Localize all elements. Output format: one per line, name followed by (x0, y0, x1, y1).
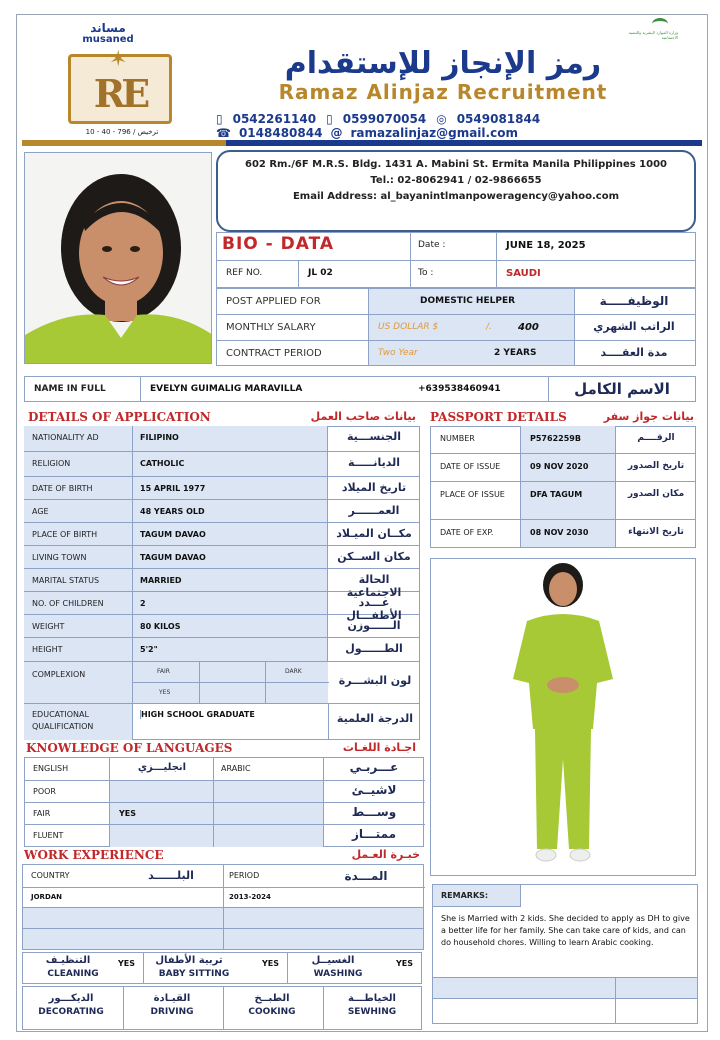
full-body-photo (431, 559, 695, 875)
portrait-photo (25, 153, 212, 364)
cell (223, 887, 224, 907)
detail-row (24, 638, 420, 662)
period-label: PERIOD (229, 871, 260, 880)
divider (548, 376, 549, 402)
detail-row (24, 615, 420, 638)
work-period: 2013-2024 (229, 893, 271, 901)
musaned-arabic: مساند (90, 21, 126, 35)
agency-tel: Tel.: 02-8062941 / 02-9866655 (370, 175, 542, 186)
remarks-box (432, 884, 698, 1024)
remarks-label: REMARKS: (441, 891, 489, 900)
name-label: NAME IN FULL (34, 384, 106, 394)
skill-arabic: تربية الأطفال (155, 955, 223, 966)
detail-row (24, 546, 420, 569)
detail-row (24, 592, 420, 622)
divider (574, 288, 575, 366)
date-value: JUNE 18, 2025 (506, 240, 586, 251)
detail-row (24, 523, 420, 546)
detail-label: MARITAL STATUS (32, 576, 100, 585)
passport-row (430, 426, 696, 454)
detail-label: PLACE OF BIRTH (32, 530, 98, 539)
musaned-logo (58, 22, 158, 46)
languages-title-arabic: اجـادة اللغـات (342, 741, 416, 754)
detail-value: 48 YEARS OLD (140, 507, 205, 516)
complexion-mark: YES (159, 689, 171, 696)
detail-label: HEIGHT (32, 645, 63, 654)
detail-arabic: عـــدد الأطفـــال (346, 596, 402, 622)
skill-arabic: الديكـــور (48, 993, 94, 1004)
post-arabic: الوظيفـــــة (599, 294, 669, 308)
detail-arabic: تاريخ الميلاد (341, 481, 407, 494)
skill-cell (123, 987, 223, 1029)
agency-address-box (216, 150, 696, 232)
date-label: Date : (418, 240, 446, 250)
detail-arabic: الحالة الاجتماعية (346, 573, 402, 599)
detail-value: 5'2" (140, 645, 158, 654)
detail-label: NO. OF CHILDREN (32, 599, 104, 608)
complexion-dark: DARK (285, 668, 302, 675)
agency-email: ramazalinjaz@gmail.com (350, 126, 518, 140)
passport-row (430, 520, 696, 548)
contract-label: CONTRACT PERIOD (226, 348, 322, 359)
agency-email-line: Email Address: al_bayanintlmanpoweragency@yahoo.com (292, 191, 620, 202)
detail-value: 80 KILOS (140, 622, 181, 631)
agency-name-arabic: رمز الإنجاز للإستقدام (284, 46, 602, 81)
cell (24, 662, 132, 703)
to-label: To : (418, 268, 434, 278)
contract-hint: Two Year (378, 348, 418, 358)
detail-value: TAGUM DAVAO (140, 553, 206, 562)
skill-arabic: الغسيــل (311, 955, 355, 966)
passport-label: PLACE OF ISSUE (440, 490, 505, 499)
detail-value: 2 (140, 599, 146, 608)
passport-value: 08 NOV 2030 (530, 528, 589, 537)
skill-value: YES (261, 959, 279, 968)
skill-cell (287, 953, 421, 983)
work-entry-row (23, 887, 423, 908)
passport-title-arabic: بيانات جواز سفر (603, 410, 694, 423)
details-title-arabic: بيانات صاحب العمل (310, 410, 416, 423)
contract-value: 2 YEARS (494, 348, 537, 358)
divider (410, 232, 411, 288)
divider (216, 260, 696, 261)
skill-cell (223, 987, 323, 1029)
skill-cell (23, 953, 143, 983)
detail-value: TAGUM DAVAO (140, 530, 206, 539)
salary-arabic: الراتب الشهري (593, 320, 675, 333)
passport-value: 09 NOV 2020 (530, 462, 589, 471)
detail-label: NATIONALITY AD (32, 433, 99, 442)
cell (433, 977, 697, 999)
work-title-arabic: خبـرة العـمل (351, 848, 420, 861)
passport-row (430, 454, 696, 482)
contract-arabic: مدة العقــــد (600, 346, 668, 359)
passport-arabic: تاريخ الانتهاء (628, 527, 684, 537)
period-arabic: المـــدة (344, 869, 388, 883)
mobile-icon: ▯ (326, 112, 333, 126)
detail-row (24, 452, 420, 477)
skill-value: YES (395, 959, 413, 968)
phone-3: 0549081844 (456, 112, 541, 126)
email-icon: @ (330, 126, 343, 140)
country-label: COUNTRY (31, 871, 70, 880)
landline: 0148480844 (238, 126, 323, 140)
skill-english: DECORATING (38, 1007, 104, 1017)
skills-row-2 (22, 986, 422, 1030)
languages-table (24, 757, 424, 847)
detail-arabic: مكان الســكن (337, 550, 411, 563)
salary-value: 400 (518, 322, 539, 333)
passport-value: DFA TAGUM (530, 490, 583, 499)
remarks-text: She is Married with 2 kids. She decided to apply as DH to give a better life for her family. She can take care of kids, and can do household chores. Willing to learn Arabic cooking. (441, 914, 690, 947)
whatsapp-icon: ◎ (436, 112, 447, 126)
ref-value: JL 02 (308, 268, 333, 278)
musaned-latin: musaned (82, 34, 134, 45)
applicant-full-body-photo (430, 558, 696, 876)
detail-row (24, 426, 420, 452)
details-title: DETAILS OF APPLICATION (28, 410, 211, 424)
skills-row-1 (22, 952, 422, 984)
detail-label: WEIGHT (32, 622, 65, 631)
detail-value: MARRIED (140, 576, 182, 585)
skill-cell (323, 987, 423, 1029)
passport-value: P5762259B (530, 434, 581, 443)
english-arabic: انجليـــزي (137, 762, 187, 773)
passport-label: NUMBER (440, 434, 475, 443)
passport-label: DATE OF ISSUE (440, 462, 501, 471)
detail-value: 15 APRIL 1977 (140, 484, 206, 493)
work-title: WORK EXPERIENCE (24, 848, 164, 862)
contact-row-1 (216, 112, 676, 126)
letterhead (22, 18, 702, 148)
education-row (24, 704, 420, 740)
detail-row (24, 477, 420, 500)
license-number: 10 - 40 - 796 / ترخيص (85, 128, 159, 136)
skill-english: SEWHING (347, 1007, 397, 1017)
applicant-phone: +639538460941 (418, 384, 501, 394)
divider (298, 260, 299, 288)
skill-cell (143, 953, 287, 983)
languages-title: KNOWLEDGE OF LANGUAGES (26, 741, 233, 755)
language-level-arabic: وســـط (351, 805, 397, 819)
work-entry-row (23, 908, 423, 929)
passport-arabic: مكان الصدور (627, 489, 685, 499)
detail-arabic: العمــــــر (348, 504, 400, 517)
language-level-arabic: ممتـــاز (351, 827, 397, 841)
salary-label: MONTHLY SALARY (226, 322, 316, 333)
education-label: EDUCATIONAL QUALIFICATION (32, 710, 94, 731)
detail-value: CATHOLIC (140, 459, 185, 468)
skill-english: BABY SITTING (158, 969, 230, 979)
skill-value: YES (117, 959, 135, 968)
passport-row (430, 482, 696, 520)
cell (520, 482, 616, 519)
work-entry-row (23, 929, 423, 950)
header-bar (22, 140, 702, 146)
post-label: POST APPLIED FOR (226, 296, 321, 307)
palm-icon (652, 18, 668, 30)
work-table (22, 864, 424, 950)
country-arabic: البلــــــد (148, 869, 194, 882)
cell (223, 929, 224, 949)
detail-row (24, 569, 420, 599)
skill-arabic: الطبــخ (254, 993, 290, 1004)
bio-data-title: BIO - DATA (222, 234, 335, 254)
passport-label: DATE OF EXP. (440, 528, 494, 537)
complexion-label: COMPLEXION (32, 670, 86, 679)
salary-separator: /. (486, 322, 492, 332)
passport-title: PASSPORT DETAILS (430, 410, 567, 424)
name-arabic: الاسم الكامل (574, 380, 670, 398)
skill-english: WASHING (313, 969, 363, 979)
passport-arabic: تاريخ الصدور (627, 461, 685, 471)
language-level-arabic: لاشيــئ (351, 783, 397, 797)
ref-label: REF NO. (226, 268, 263, 278)
contact-row-2 (216, 126, 676, 140)
complexion-fair: FAIR (157, 668, 170, 675)
phone-2: 0599070054 (342, 112, 427, 126)
post-value: DOMESTIC HELPER (420, 296, 516, 306)
detail-arabic: مكــان الميـلاد (336, 527, 412, 540)
agency-logo (68, 47, 172, 124)
divider (216, 340, 696, 341)
english-level-value: YES (119, 809, 137, 818)
complexion-grid (132, 662, 328, 703)
cell (132, 638, 328, 661)
education-value: HIGH SCHOOL GRADUATE (141, 710, 255, 719)
divider (140, 376, 141, 402)
skill-english: CLEANING (47, 969, 99, 979)
phone-1: 0542261140 (232, 112, 317, 126)
language-level-label: FAIR (33, 809, 51, 818)
ministry-arabic: وزارة الموارد البشرية والتنمية الاجتماعية (628, 30, 678, 40)
skill-cell (23, 987, 123, 1029)
detail-row (24, 500, 420, 523)
divider (216, 314, 696, 315)
mobile-icon: ▯ (216, 112, 223, 126)
detail-arabic: الــــــوزن (347, 619, 401, 632)
skill-english: DRIVING (150, 1007, 194, 1017)
complexion-arabic: لون البشـــرة (338, 674, 412, 687)
cell (109, 780, 323, 847)
agency-address: 602 Rm./6F M.R.S. Bldg. 1431 A. Mabini St. Ermita Manila Philippines 1000 (244, 159, 668, 170)
telephone-icon: ☎ (216, 126, 231, 140)
applicant-portrait (24, 152, 212, 364)
english-label: ENGLISH (33, 764, 69, 773)
passport-arabic: الرقــــم (637, 433, 675, 443)
cell (132, 592, 328, 614)
detail-label: DATE OF BIRTH (32, 484, 93, 493)
detail-value: FILIPINO (140, 433, 179, 442)
detail-arabic: الطــــــول (345, 642, 403, 655)
cell (223, 908, 224, 928)
to-value: SAUDI (506, 268, 541, 279)
skill-english: COOKING (248, 1007, 296, 1017)
divider (496, 232, 497, 288)
language-level-label: FLUENT (33, 831, 64, 840)
logo-letters: RE (93, 71, 147, 116)
divider (368, 288, 369, 366)
skill-arabic: الخياطـــة (348, 993, 396, 1004)
detail-arabic: الديانـــــة (347, 456, 401, 469)
detail-arabic: الجنســـية (347, 430, 401, 443)
complexion-row (24, 662, 420, 704)
arabic-label: ARABIC (221, 764, 251, 773)
detail-label: LIVING TOWN (32, 553, 87, 562)
education-arabic: الدرجة العلمية (336, 712, 414, 725)
agency-name-english: Ramaz Alinjaz Recruitment (278, 80, 608, 104)
detail-label: AGE (32, 507, 49, 516)
skill-arabic: التنظيـف (45, 955, 91, 966)
work-country: JORDAN (31, 893, 63, 901)
detail-label: RELIGION (32, 459, 71, 468)
name-value: EVELYN GUIMALIG MARAVILLA (150, 384, 303, 394)
ministry-logo (612, 18, 678, 46)
skill-arabic: القيـادة (153, 993, 191, 1004)
language-level-label: POOR (33, 787, 56, 796)
arabic-arabic: عـــربـي (349, 760, 399, 774)
salary-currency: US DOLLAR $ (378, 322, 439, 332)
logo-star-icon: ✶ (109, 47, 128, 72)
